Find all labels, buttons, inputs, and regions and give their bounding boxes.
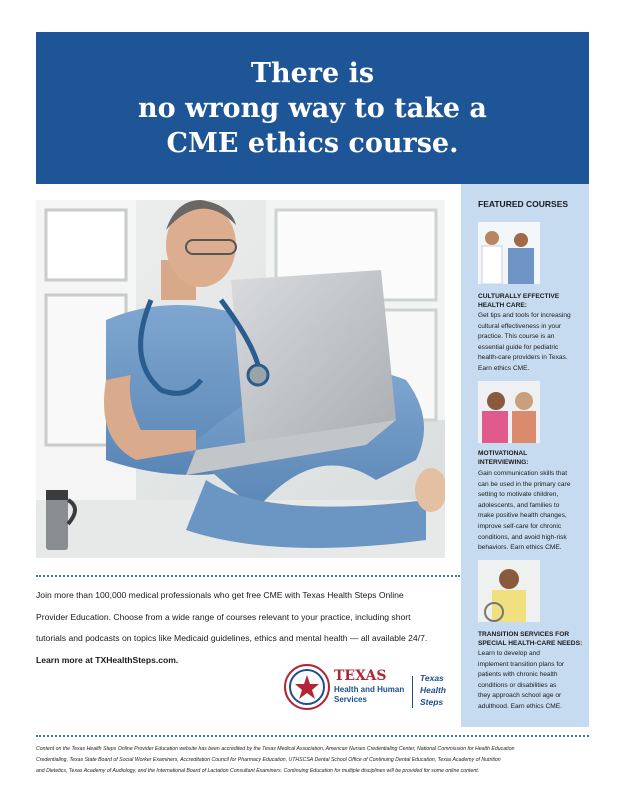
ths-logo-line-3: Steps [420, 697, 444, 707]
logo-divider [412, 676, 413, 708]
accreditation-disclaimer [36, 744, 592, 777]
course-description: Learn to develop and implement transition plans for patients with chronic health conditions or disabilities as they approach school age or adulthood. Earn ethics CME. [478, 650, 565, 710]
body-line-1: Join more than 100,000 medical professionals who get free CME with Texas Health Steps Online [36, 590, 404, 600]
learn-more-link[interactable]: Learn more at TXHealthSteps.com. [36, 654, 179, 665]
course-thumbnail [478, 560, 540, 622]
headline-banner [36, 32, 589, 184]
section-divider [36, 575, 460, 577]
footer-divider [36, 735, 589, 737]
logo-lockup [284, 664, 454, 712]
disclaimer-line-3: and Dietetics, Texas Academy of Audiology, and the International Board of Lactation Consultant Examiners. Continuing Education for multiple disciplines will be provided for some online content. [36, 768, 480, 774]
headline-line-1: There is [250, 58, 375, 89]
ths-logo-line-2: Health [420, 685, 446, 695]
headline-line-2: no wrong way to take a [138, 93, 487, 124]
headline-line-3: CME ethics course. [166, 128, 459, 159]
sidebar-title: FEATURED COURSES [478, 199, 569, 209]
course-description: Gain communication skills that can be used in the primary care setting to motivate children, adolescents, and families to make positive health changes, improve self-care for chronic conditions, and avoid high-risk behaviors. Earn ethics CME. [478, 470, 571, 552]
disclaimer-line-2: Credentialing, Texas State Board of Social Worker Examiners, Accreditation Council for Pharmacy Education, UTHSCSA Dental School Office of Continuing Dental Education, Texas Academy of Nutrition [36, 757, 501, 763]
texas-hhs-seal-icon [284, 664, 330, 710]
course-thumbnail [478, 381, 540, 443]
course-heading: MOTIVATIONAL INTERVIEWING: [478, 450, 529, 466]
doctor-photo [36, 200, 445, 558]
body-line-3: tutorials and podcasts on topics like Medicaid guidelines, ethics and mental health — all available 24/7. [36, 633, 428, 644]
course-thumbnail [478, 222, 540, 284]
featured-courses-sidebar [461, 184, 589, 727]
course-heading: CULTURALLY EFFECTIVE HEALTH CARE: [478, 293, 560, 309]
disclaimer-line-1: Content on the Texas Health Steps Online Provider Education website has been accredited by the Texas Medical Association, American Nurses Credentialing Center, National Commission for Health Education [36, 746, 515, 752]
course-description: Get tips and tools for increasing cultural effectiveness in your practice. This course is an essential guide for pediatric health-care providers in Texas. Earn ethics CME. [478, 312, 571, 372]
hhs-name-line-1: Health and Human [334, 685, 405, 694]
body-line-2: Provider Education. Choose from a wide range of courses relevant to your practice, including short [36, 611, 411, 622]
hhs-name-line-2: Services [334, 695, 367, 704]
body-text [36, 585, 460, 671]
texas-wordmark: TEXAS [334, 668, 387, 684]
course-heading: TRANSITION SERVICES FOR SPECIAL HEALTH-CARE NEEDS: [478, 631, 583, 647]
ths-logo-line-1: Texas [420, 673, 444, 683]
